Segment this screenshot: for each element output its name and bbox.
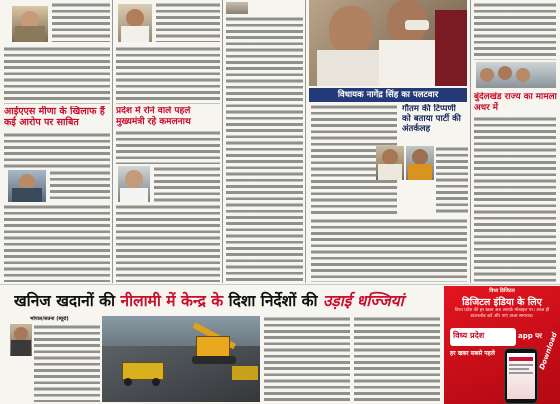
kamalnath-photo <box>118 166 150 202</box>
ad-title: डिजिटल इंडिया के लिए <box>462 297 542 308</box>
banner-headline-part1: खनिज खदानों की <box>14 291 116 310</box>
gautam-photo <box>406 146 434 180</box>
ias-officer-photo <box>8 170 46 202</box>
ad-download-label[interactable]: Download <box>538 331 559 371</box>
nagendra-text-2 <box>436 146 468 214</box>
nagendra-subheadline: गौतम की टिप्पणी को बताया पार्टी की अंतर्कलह <box>402 104 461 134</box>
column-rule <box>112 0 113 283</box>
center-article-text <box>156 2 220 42</box>
column-rule <box>470 0 471 283</box>
ias-meena-text-3 <box>4 204 110 282</box>
banner-headline-part2: नीलामी में <box>120 291 176 310</box>
kamalnath-headline: प्रदेश में रोने वाले पहले मुख्यमंत्री रहे कमलनाथ <box>116 106 191 127</box>
mining-excavator-photo <box>102 316 260 402</box>
top-left-article-text <box>52 2 110 42</box>
ad-app-badge <box>450 328 516 346</box>
kamalnath-text-3 <box>116 204 220 282</box>
police-officer-photo <box>12 6 48 42</box>
ias-meena-headline: आईएएस मीणा के खिलाफ हैं कई आरोप पर साबित <box>4 106 105 128</box>
ad-top-text: विध्य डिजिटल <box>489 288 515 294</box>
bundelkhand-headline: बुंदेलखंड राज्य का मामला अधर में <box>474 92 557 113</box>
small-photo <box>226 2 248 14</box>
reporter-photo <box>10 324 32 356</box>
nagendra-text-3 <box>311 218 467 282</box>
ias-meena-text <box>4 132 110 168</box>
banner-headline <box>14 290 434 312</box>
nagendra-photo <box>376 146 404 180</box>
ad-tagline: हर खबर सबसे पहले <box>450 350 495 357</box>
section-rule <box>0 284 560 285</box>
top-left-article-text-2 <box>4 46 110 104</box>
column3-text <box>226 16 303 282</box>
banner-text-1 <box>34 324 100 402</box>
ad-app-name: विध्य प्रदेश <box>453 330 485 340</box>
ad-app-suffix: app पर <box>518 332 543 340</box>
banner-byline: भोपाल/सतना (ब्यूरो) <box>30 316 69 322</box>
column-rule <box>305 0 306 283</box>
ias-meena-text-2 <box>50 170 110 202</box>
phone-icon <box>504 348 538 404</box>
digital-app-advertisement[interactable] <box>444 286 560 404</box>
right-column-photo <box>476 62 556 88</box>
banner-text-2 <box>264 316 350 402</box>
right-top-text <box>474 2 556 60</box>
center-article-text-2 <box>116 46 220 104</box>
bundelkhand-text <box>474 116 556 282</box>
ad-body: विध्य प्रदेश की हर खबर अब आपके मोबाइल पर। आज ही डाउनलोड करें और पाएं ताजा समाचार। <box>454 308 550 319</box>
nagendra-headline: विधायक नागेंद्र सिंह का पलटवार <box>309 88 467 102</box>
legislator-main-photo <box>309 0 467 86</box>
kamalnath-text <box>116 130 220 164</box>
politician-photo <box>118 4 152 42</box>
banner-headline-part5: उड़ाई धज्जियां <box>322 291 404 310</box>
kamalnath-text-2 <box>154 166 220 202</box>
banner-text-3 <box>354 316 440 402</box>
banner-headline-part4: दिशा निर्देशों की <box>228 291 318 310</box>
banner-headline-part3: केन्द्र के <box>180 291 224 310</box>
column-rule <box>222 0 223 283</box>
